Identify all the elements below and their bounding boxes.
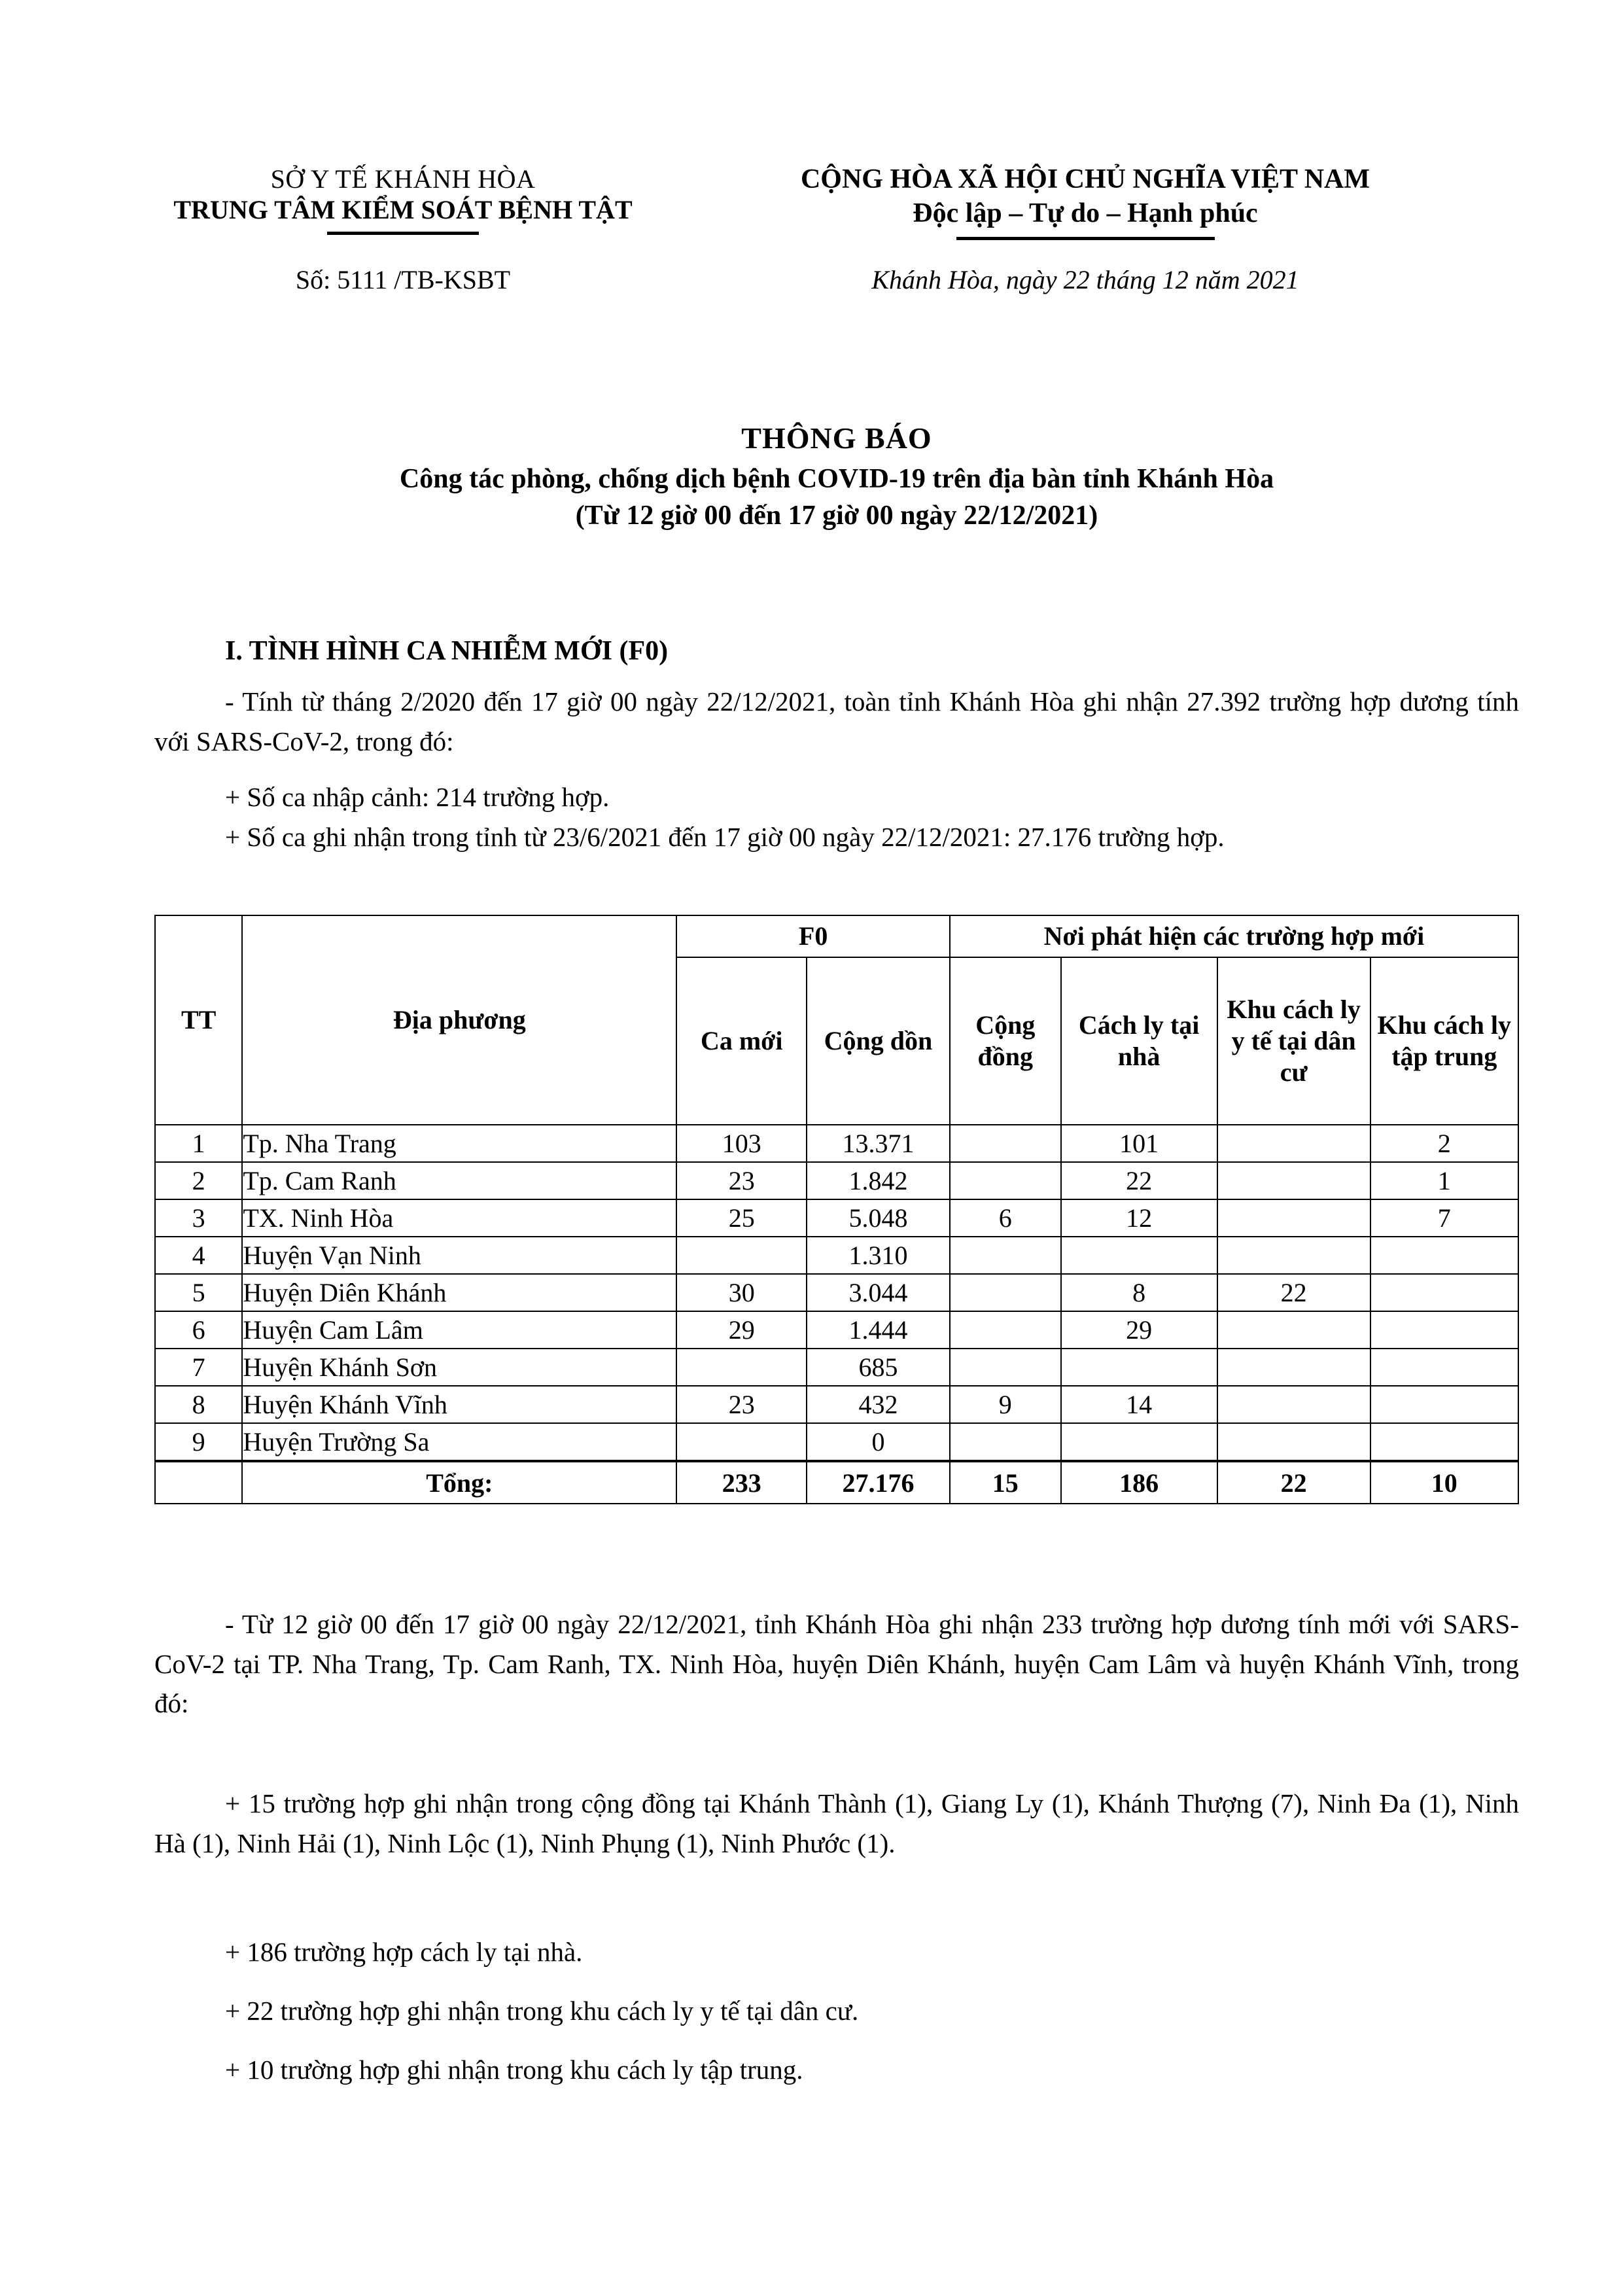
row-home-quarantine: 14	[1061, 1386, 1217, 1423]
bullet-residential-medical: + 22 trường hợp ghi nhận trong khu cách ly y tế tại dân cư.	[225, 1996, 859, 2026]
department-name: SỞ Y TẾ KHÁNH HÒA	[270, 164, 536, 194]
row-cumulative: 5.048	[807, 1199, 950, 1237]
row-new-cases: 29	[676, 1311, 807, 1349]
row-index: 5	[155, 1274, 242, 1311]
row-residential-medical	[1217, 1199, 1370, 1237]
row-residential-medical	[1217, 1162, 1370, 1199]
after-table-paragraph-wrap	[154, 1604, 1519, 1723]
national-motto: Độc lập – Tự do – Hạnh phúc	[913, 198, 1258, 228]
bullet-central-wrap	[154, 2050, 1519, 2090]
row-new-cases: 23	[676, 1386, 807, 1423]
row-locality: Huyện Vạn Ninh	[242, 1237, 676, 1274]
row-centralized	[1370, 1274, 1518, 1311]
header-group-f0: F0	[676, 915, 950, 957]
cases-table-body	[155, 1125, 1518, 1461]
row-centralized	[1370, 1386, 1518, 1423]
row-home-quarantine: 22	[1061, 1162, 1217, 1199]
table-total-row	[155, 1461, 1518, 1504]
row-residential-medical	[1217, 1349, 1370, 1386]
table-row	[155, 1125, 1518, 1162]
row-new-cases	[676, 1237, 807, 1274]
table-header-row-1	[155, 915, 1518, 957]
row-index: 1	[155, 1125, 242, 1162]
table-row	[155, 1349, 1518, 1386]
bullet-centralized: + 10 trường hợp ghi nhận trong khu cách ly tập trung.	[225, 2055, 803, 2085]
table-row	[155, 1423, 1518, 1461]
row-community	[950, 1162, 1061, 1199]
document-number: Số: 5111 /TB-KSBT	[295, 265, 511, 294]
cases-table	[154, 915, 1519, 1504]
row-cumulative: 1.842	[807, 1162, 950, 1199]
cases-table-wrap	[154, 915, 1519, 1504]
header-centralized: Khu cách ly tập trung	[1370, 957, 1518, 1125]
row-locality: Tp. Nha Trang	[242, 1125, 676, 1162]
organization-underline	[327, 232, 479, 235]
title-period: (Từ 12 giờ 00 đến 17 giờ 00 ngày 22/12/2021)	[575, 501, 1098, 531]
row-locality: Huyện Cam Lâm	[242, 1311, 676, 1349]
row-home-quarantine	[1061, 1349, 1217, 1386]
header-tt: TT	[155, 915, 242, 1125]
row-cumulative: 0	[807, 1423, 950, 1461]
row-centralized: 1	[1370, 1162, 1518, 1199]
row-centralized	[1370, 1237, 1518, 1274]
row-residential-medical	[1217, 1386, 1370, 1423]
row-locality: Huyện Khánh Sơn	[242, 1349, 676, 1386]
table-row	[155, 1311, 1518, 1349]
row-residential-medical: 22	[1217, 1274, 1370, 1311]
row-residential-medical	[1217, 1423, 1370, 1461]
intro-bullets-wrap	[154, 777, 1519, 857]
total-new-cases: 233	[676, 1461, 807, 1504]
header-community: Cộng đồng	[950, 957, 1061, 1125]
table-row	[155, 1386, 1518, 1423]
row-new-cases: 30	[676, 1274, 807, 1311]
bullet-home-quarantine: + 186 trường hợp cách ly tại nhà.	[225, 1937, 583, 1967]
row-community	[950, 1311, 1061, 1349]
header-group-detection: Nơi phát hiện các trường hợp mới	[950, 915, 1518, 957]
row-centralized	[1370, 1423, 1518, 1461]
document-number-row	[154, 264, 1519, 295]
row-community	[950, 1423, 1061, 1461]
bullet-community-wrap	[154, 1784, 1519, 1863]
total-home-quarantine: 186	[1061, 1461, 1217, 1504]
row-cumulative: 685	[807, 1349, 950, 1386]
row-home-quarantine	[1061, 1423, 1217, 1461]
row-cumulative: 3.044	[807, 1274, 950, 1311]
bullet-medical-wrap	[154, 1991, 1519, 2031]
row-new-cases	[676, 1423, 807, 1461]
header-locality: Địa phương	[242, 915, 676, 1125]
title-block	[154, 419, 1519, 534]
row-index: 7	[155, 1349, 242, 1386]
header-residential-medical: Khu cách ly y tế tại dân cư	[1217, 957, 1370, 1125]
row-community	[950, 1349, 1061, 1386]
intro-paragraph: - Tính từ tháng 2/2020 đến 17 giờ 00 ngày 22/12/2021, toàn tỉnh Khánh Hòa ghi nhận 27.392 trường hợp dương tính với SARS-CoV-2, trong đó:	[154, 686, 1519, 756]
total-residential-medical: 22	[1217, 1461, 1370, 1504]
row-community: 6	[950, 1199, 1061, 1237]
bullet-province-cases: + Số ca ghi nhận trong tỉnh từ 23/6/2021 đến 17 giờ 00 ngày 22/12/2021: 27.176 trường hợp.	[225, 821, 1225, 852]
row-index: 9	[155, 1423, 242, 1461]
row-locality: Huyện Trường Sa	[242, 1423, 676, 1461]
row-residential-medical	[1217, 1125, 1370, 1162]
table-row	[155, 1274, 1518, 1311]
row-index: 4	[155, 1237, 242, 1274]
title-subtitle: Công tác phòng, chống dịch bệnh COVID-19 trên địa bàn tỉnh Khánh Hòa	[399, 463, 1274, 494]
table-row	[155, 1237, 1518, 1274]
cases-table-foot	[155, 1461, 1518, 1504]
row-new-cases: 103	[676, 1125, 807, 1162]
row-centralized: 7	[1370, 1199, 1518, 1237]
header-cumulative: Cộng dồn	[807, 957, 950, 1125]
row-locality: TX. Ninh Hòa	[242, 1199, 676, 1237]
header-home-quarantine: Cách ly tại nhà	[1061, 957, 1217, 1125]
total-label: Tổng:	[242, 1461, 676, 1504]
row-home-quarantine: 12	[1061, 1199, 1217, 1237]
row-cumulative: 1.444	[807, 1311, 950, 1349]
total-community: 15	[950, 1461, 1061, 1504]
national-motto-underline	[956, 237, 1215, 240]
row-index: 8	[155, 1386, 242, 1423]
table-row	[155, 1162, 1518, 1199]
bullet-entry-cases: + Số ca nhập cảnh: 214 trường hợp.	[225, 782, 610, 812]
row-community	[950, 1237, 1061, 1274]
row-index: 6	[155, 1311, 242, 1349]
total-centralized: 10	[1370, 1461, 1518, 1504]
row-community: 9	[950, 1386, 1061, 1423]
row-residential-medical	[1217, 1237, 1370, 1274]
table-row	[155, 1199, 1518, 1237]
country-name: CỘNG HÒA XÃ HỘI CHỦ NGHĨA VIỆT NAM	[800, 164, 1370, 194]
place-and-date: Khánh Hòa, ngày 22 tháng 12 năm 2021	[871, 265, 1299, 294]
row-home-quarantine	[1061, 1237, 1217, 1274]
total-cumulative: 27.176	[807, 1461, 950, 1504]
row-centralized	[1370, 1311, 1518, 1349]
row-community	[950, 1274, 1061, 1311]
after-table-paragraph: - Từ 12 giờ 00 đến 17 giờ 00 ngày 22/12/2021, tỉnh Khánh Hòa ghi nhận 233 trường hợp dương tính mới với SARS-CoV-2 tại TP. Nha Trang, Tp. Cam Ranh, TX. Ninh Hòa, huyện Diên Khánh, huyện Cam Lâm và huyện Khánh Vĩnh, trong đó:	[154, 1609, 1519, 1719]
row-locality: Tp. Cam Ranh	[242, 1162, 676, 1199]
row-index: 2	[155, 1162, 242, 1199]
bullet-home-wrap	[154, 1932, 1519, 1972]
row-cumulative: 1.310	[807, 1237, 950, 1274]
row-cumulative: 13.371	[807, 1125, 950, 1162]
total-empty-idx	[155, 1461, 242, 1504]
section-heading-1: I. TÌNH HÌNH CA NHIỄM MỚI (F0)	[225, 636, 669, 666]
document-header	[154, 164, 1519, 240]
issuing-organization-block	[154, 164, 652, 235]
intro-paragraph-wrap	[154, 682, 1519, 761]
row-cumulative: 432	[807, 1386, 950, 1423]
row-new-cases: 25	[676, 1199, 807, 1237]
header-new-cases: Ca mới	[676, 957, 807, 1125]
row-new-cases	[676, 1349, 807, 1386]
row-new-cases: 23	[676, 1162, 807, 1199]
row-locality: Huyện Khánh Vĩnh	[242, 1386, 676, 1423]
row-home-quarantine: 101	[1061, 1125, 1217, 1162]
row-home-quarantine: 8	[1061, 1274, 1217, 1311]
row-centralized	[1370, 1349, 1518, 1386]
center-name: TRUNG TÂM KIỂM SOÁT BỆNH TẬT	[173, 195, 633, 225]
cases-table-head	[155, 915, 1518, 1125]
bullet-community-cases: + 15 trường hợp ghi nhận trong cộng đồng tại Khánh Thành (1), Giang Ly (1), Khánh Thượng (7), Ninh Đa (1), Ninh Hà (1), Ninh Hải (1), Ninh Lộc (1), Ninh Phụng (1), Ninh Phước (1).	[154, 1788, 1519, 1858]
row-centralized: 2	[1370, 1125, 1518, 1162]
national-heading-block	[652, 164, 1519, 240]
page-title: THÔNG BÁO	[741, 421, 932, 455]
row-locality: Huyện Diên Khánh	[242, 1274, 676, 1311]
row-home-quarantine: 29	[1061, 1311, 1217, 1349]
row-community	[950, 1125, 1061, 1162]
row-index: 3	[155, 1199, 242, 1237]
row-residential-medical	[1217, 1311, 1370, 1349]
